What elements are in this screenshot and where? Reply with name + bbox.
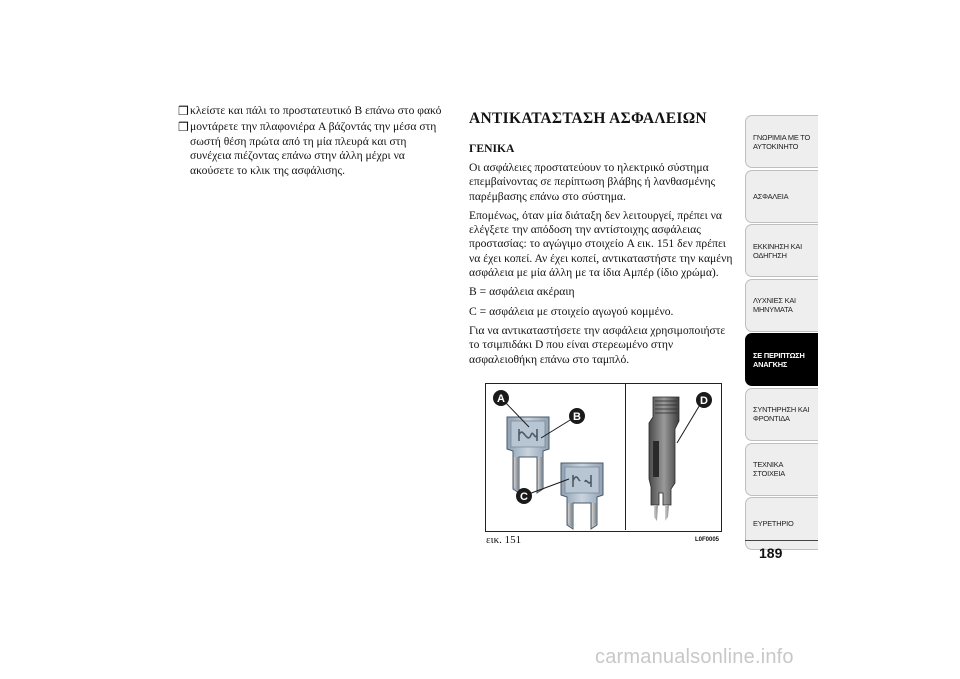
fuse-intact	[507, 417, 549, 493]
figure-code: L0F0005	[695, 537, 720, 543]
right-column	[469, 110, 737, 372]
tab-label: ΕΥΡΕΤΗΡΙΟ	[753, 519, 794, 529]
paragraph: C = ασφάλεια με στοιχείο αγωγού κομμένο.	[469, 304, 674, 318]
tab-label: ΣΕ ΠΕΡΙΠΤΩΣΗ ΑΝΑΓΚΗΣ	[753, 350, 805, 369]
chapter-tab-emergency[interactable]	[745, 333, 818, 386]
section-title: ΑΝΤΙΚΑΤΑΣΤΑΣΗ ΑΣΦΑΛΕΙΩΝ	[469, 110, 707, 127]
fuse-tweezer	[649, 397, 679, 521]
sidebar-divider	[745, 540, 818, 541]
bullet-item	[178, 104, 450, 118]
paragraph: Για να αντικαταστήσετε την ασφάλεια χρησιμοποιήστε το τσιμπιδάκι D που είναι στερεωμένο στην ασφαλειοθήκη επάνω στο ταμπλό.	[469, 323, 726, 366]
marker-a-label: A	[497, 393, 505, 405]
chapter-tab-getting-to-know[interactable]	[745, 115, 818, 168]
marker-c	[516, 488, 532, 504]
marker-b-label: B	[573, 411, 581, 423]
figure-caption: εικ. 151	[486, 534, 522, 546]
marker-d	[696, 392, 712, 408]
bullet-text: κλείστε και πάλι το προστατευτικό B επάνω στο φακό	[190, 104, 442, 117]
bullet-text: μοντάρετε την πλαφονιέρα A βάζοντάς την μέσα στη σωστή θέση πρώτα από τη μία πλευρά και στη συνέχεια πιέζοντας επάνω στην άλλη μέχρι να ακούσετε το κλικ της ασφάλισης.	[190, 120, 437, 177]
left-column	[178, 104, 450, 180]
chapter-tab-technical-data[interactable]	[745, 443, 818, 496]
chapter-tab-lights-messages[interactable]	[745, 279, 818, 332]
tab-label: ΛΥΧΝΙΕΣ ΚΑΙ ΜΗΝΥΜΑΤΑ	[753, 296, 796, 315]
chapter-tab-index[interactable]	[745, 497, 818, 550]
tab-label: ΓΝΩΡΙΜΙΑ ΜΕ ΤΟ ΑΥΤΟΚΙΝΗΤΟ	[753, 132, 811, 151]
marker-c-label: C	[520, 491, 528, 503]
paragraph: Επομένως, όταν μία διάταξη δεν λειτουργεί, πρέπει να ελέγξετε την απόδοση την αντίστοιχης ασφάλειας προστασίας: το αγώγιμο στοιχείο A εικ. 151 δεν πρέπει να έχει κοπεί. Αν έχει κοπεί, αντικαταστήστε την καμένη ασφάλεια με μία άλλη με τα ίδια Αμπέρ (ίδιο χρώμα).	[469, 208, 733, 280]
checkbox-bullet-icon: ❒	[178, 104, 189, 118]
tab-label: ΑΣΦΑΛΕΙΑ	[753, 191, 789, 201]
paragraph: Οι ασφάλειες προστατεύουν το ηλεκτρικό σύστημα επεμβαίνοντας σε περίπτωση βλάβης ή λανθασμένης παρέμβασης επάνω στο σύστημα.	[469, 161, 716, 203]
tab-label: ΤΕΧΝΙΚΑ ΣΤΟΙΧΕΙΑ	[753, 460, 785, 479]
watermark: carmanualsonline.info	[595, 646, 794, 668]
chapter-tab-safety[interactable]	[745, 170, 818, 223]
marker-b	[569, 408, 585, 424]
chapter-tab-starting-driving[interactable]	[745, 224, 818, 277]
fuse-blown	[561, 463, 603, 529]
marker-a	[493, 390, 509, 406]
tab-label: ΣΥΝΤΗΡΗΣΗ ΚΑΙ ΦΡΟΝΤΙΔΑ	[753, 405, 810, 424]
page-number: 189	[759, 545, 783, 561]
chapter-tab-maintenance[interactable]	[745, 388, 818, 441]
marker-d-label: D	[700, 395, 708, 407]
paragraph: B = ασφάλεια ακέραιη	[469, 285, 575, 299]
tab-label: ΕΚΚΙΝΗΣΗ ΚΑΙ ΟΔΗΓΗΣΗ	[753, 241, 802, 260]
fuse-illustration	[485, 383, 721, 531]
checkbox-bullet-icon: ❒	[178, 120, 189, 135]
chapter-tabs	[745, 115, 818, 552]
bullet-item	[178, 120, 450, 178]
section-subtitle: ΓΕΝΙΚΑ	[469, 142, 515, 155]
